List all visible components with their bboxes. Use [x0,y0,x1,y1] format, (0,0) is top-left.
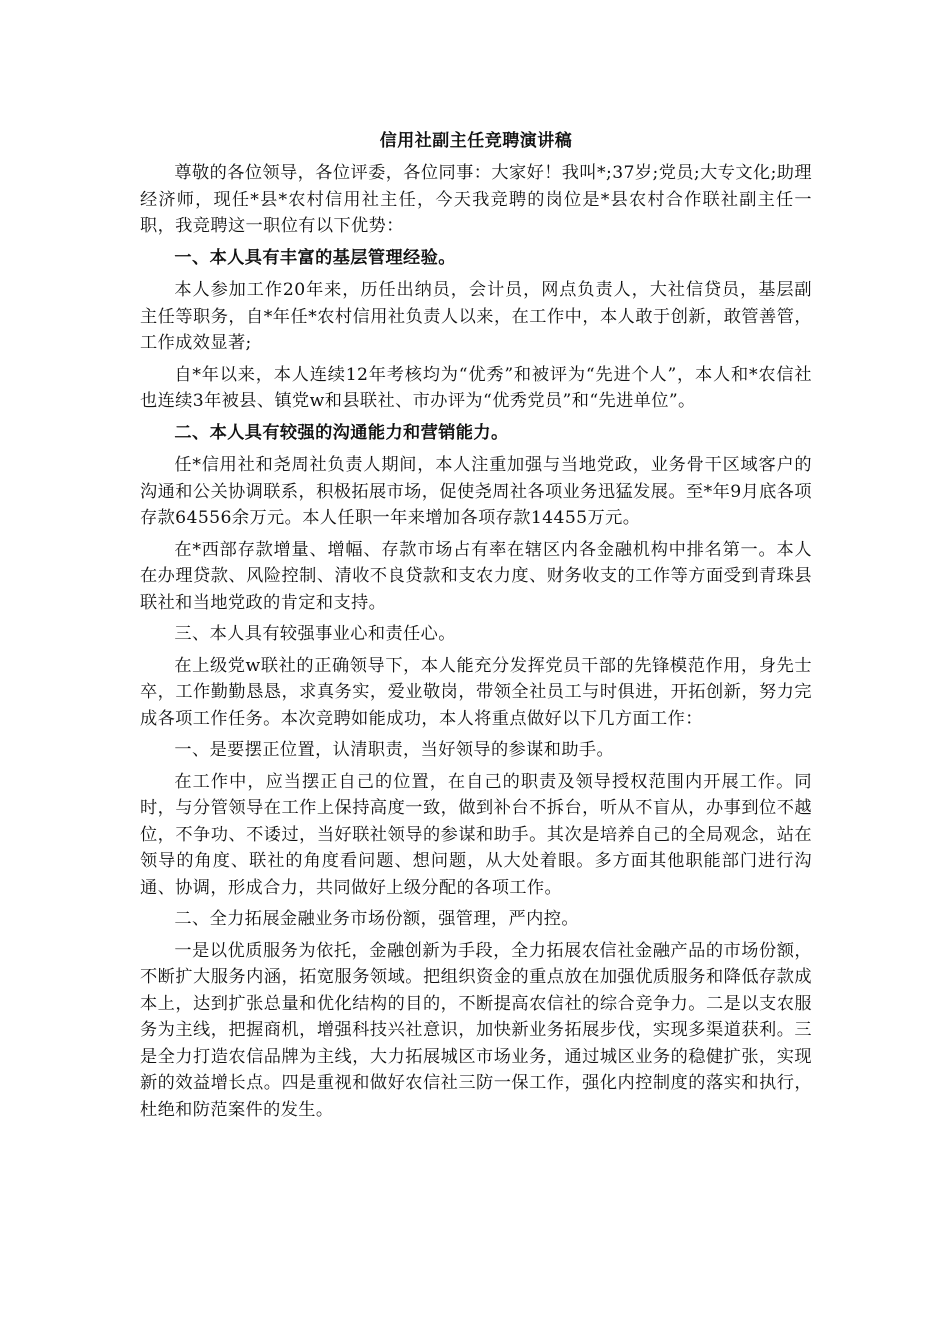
section-heading-1: 一、本人具有丰富的基层管理经验。 [174,247,456,268]
section-heading-2: 二、本人具有较强的沟通能力和营销能力。 [174,422,509,443]
paragraph: 在工作中，应当摆正自己的位置，在自己的职责及领导授权范围内开展工作。同时，与分管领导在工作上保持高度一致，做到补台不拆台，听从不盲从，办事到位不越位，不争功、不诿过，当好联社领导的参谋和助手。其次是培养自己的全局观念，站在领导的角度、联社的角度看问题、想问题，从大处着眼。多方面其他职能部门进行沟通、协调，形成合力，共同做好上级分配的各项工作。 [140,771,812,898]
paragraph-greeting: 尊敬的各位领导，各位评委，各位同事：大家好！我叫*;37岁;党员;大专文化;助理经济师，现任*县*农村信用社主任，今天我竞聘的岗位是*县农村合作联社副主任一职，我竞聘这一职位有以下优势： [140,163,812,236]
paragraph: 在上级党w联社的正确领导下，本人能充分发挥党员干部的先锋模范作用，身先士卒，工作勤勤恳恳，求真务实，爱业敬岗，带领全社员工与时俱进，开拓创新，努力完成各项工作任务。本次竞聘如能成功，本人将重点做好以下几方面工作： [140,655,812,729]
section-heading-3: 三、本人具有较强事业心和责任心。 [174,624,456,644]
document-page [140,128,812,1128]
paragraph: 一是以优质服务为依托，金融创新为手段，全力拓展农信社金融产品的市场份额，不断扩大服务内涵，拓宽服务领域。把组织资金的重点放在加强优质服务和降低存款成本上，达到扩张总量和优化结构的目的，不断提高农信社的综合竞争力。二是以支农服务为主线，把握商机，增强科技兴社意识，加快新业务拓展步伐，实现多渠道获利。三是全力打造农信品牌为主线，大力拓展城区市场业务，通过城区业务的稳健扩张，实现新的效益增长点。四是重视和做好农信社三防一保工作，强化内控制度的落实和执行，杜绝和防范案件的发生。 [140,940,812,1120]
paragraph: 任*信用社和尧周社负责人期间，本人注重加强与当地党政，业务骨干区域客户的沟通和公关协调联系，积极拓展市场，促使尧周社各项业务迅猛发展。至*年9月底各项存款64556余万元。本人任职一年来增加各项存款14455万元。 [140,455,812,528]
document-title: 信用社副主任竞聘演讲稿 [379,131,573,151]
subheading-1: 一、是要摆正位置，认清职责，当好领导的参谋和助手。 [174,740,615,760]
paragraph: 本人参加工作20年来，历任出纳员，会计员，网点负责人，大社信贷员，基层副主任等职务，自*年任*农村信用社负责人以来，在工作中，本人敢于创新，敢管善管，工作成效显著; [140,280,812,353]
paragraph: 自*年以来，本人连续12年考核均为“优秀”和被评为“先进个人”，本人和*农信社也连续3年被县、镇党w和县联社、市办评为“优秀党员”和“先进单位”。 [140,364,812,411]
subheading-2: 二、全力拓展金融业务市场份额，强管理，严内控。 [174,909,579,929]
paragraph: 在*西部存款增量、增幅、存款市场占有率在辖区内各金融机构中排名第一。本人在办理贷款、风险控制、清收不良贷款和支农力度、财务收支的工作等方面受到青珠县联社和当地党政的肯定和支持。 [140,539,812,613]
